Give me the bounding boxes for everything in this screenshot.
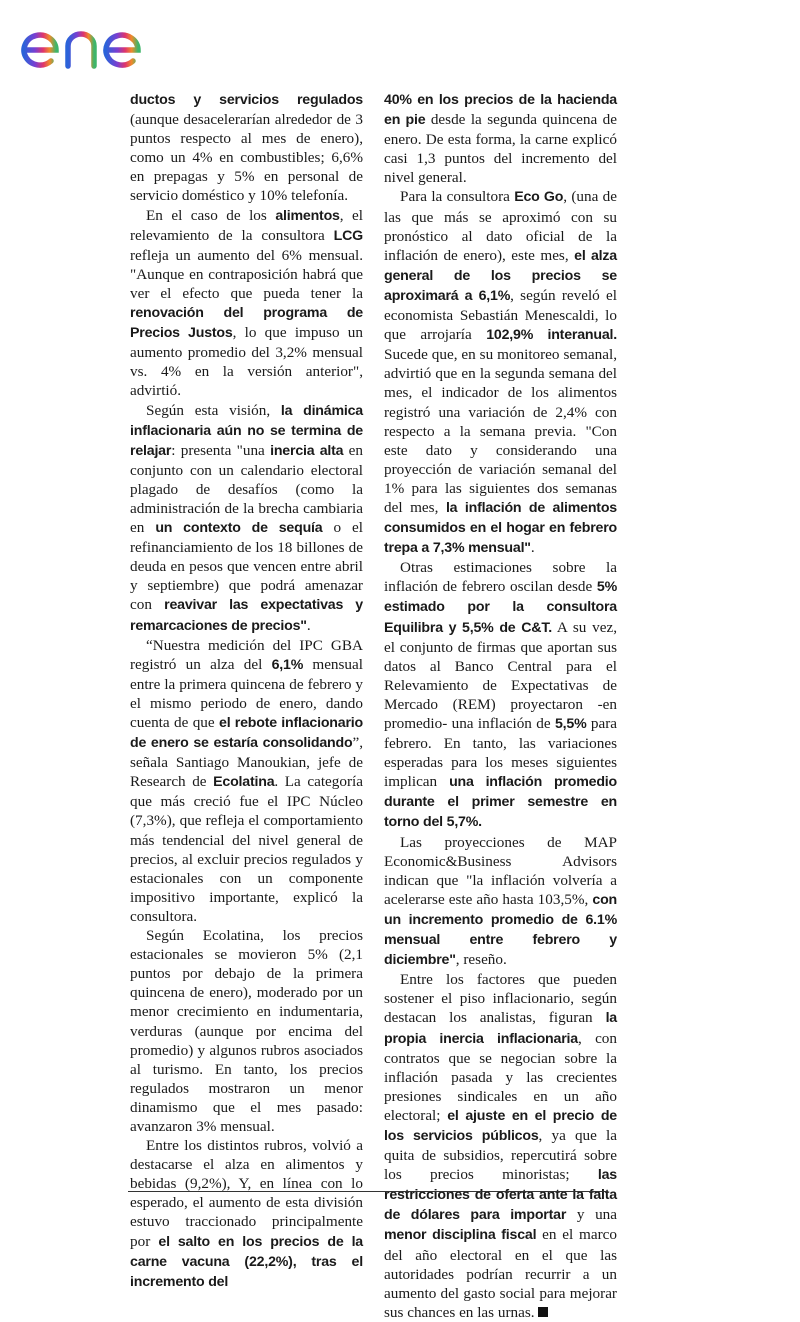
bold-text: la inflación de alimentos consumidos en el hogar en febrero trepa a 7,3% mensual" — [384, 499, 617, 557]
text-run: en el marco del año electoral en el que las autoridades podrían recurrir a un aumento del gasto social para mejorar sus chances en las urnas. — [384, 1226, 617, 1321]
text-run: Sucede que, en su monitoreo semanal, advirtió que en la segunda semana del mes, el indicador de los alimentos registró una variación de 2,4% con respecto a la semana previa. "Con este dato y considerando una proyección de variación semanal del 1% para las siguientes dos semanas del mes, — [384, 346, 617, 516]
text-run: : presenta "una — [171, 441, 271, 459]
bold-text: LCG — [333, 227, 363, 244]
end-of-article-mark — [538, 1307, 548, 1317]
article-paragraph — [384, 970, 617, 1322]
enel-logo — [18, 14, 178, 72]
article-paragraph — [384, 558, 617, 832]
bold-text: 6,1% — [271, 656, 304, 673]
article-paragraph — [130, 926, 363, 1136]
text-run: Entre los distintos rubros, volvió a destacarse el alza en alimentos y bebidas (9,2%), Y, en línea con lo esperado, el aumento de esta división estuvo traccionado principalmente por — [130, 1137, 363, 1250]
bold-text: el alza general de los precios se aproximará a 6,1% — [384, 247, 617, 304]
bold-text: el salto en los precios de la carne vacuna (22,2%), tras el incremento del — [130, 1233, 363, 1290]
bold-text: Ecolatina — [213, 774, 275, 791]
bold-text: el rebote inflacionario de enero se estaría consolidando — [130, 715, 363, 752]
bold-text: una inflación promedio durante el primer semestre en torno del 5,7%. — [384, 774, 617, 831]
bold-text: la propia inercia inflacionaria — [384, 1010, 617, 1047]
bold-text: la dinámica inflacionaria aún no se termina de relajar — [130, 402, 364, 459]
text-run: Según esta visión, — [146, 401, 281, 419]
text-run: Según Ecolatina, los precios estacionales se movieron 5% (2,1 puntos por debajo de la primera quincena de enero), moderado por un menor crecimiento en indumentaria, verduras (aunque por encima del promedio) y algunos rubros asociados al turismo. En tanto, los precios regulados mostraron un menor dinamismo que el mes pasado: avanzaron 3% mensual. — [130, 927, 363, 1135]
text-run: . La categoría que más creció fue el IPC Núcleo (7,3%), que refleja el comportamiento más tendencial del nivel general de precios, al excluir precios regulados y estacionales con un componente impositivo importante, explicó la consultora. — [130, 773, 363, 925]
text-run: , reseño. — [455, 951, 507, 969]
text-run: , con contratos que se negocian sobre la inflación pasada y las crecientes presiones sindicales en un año electoral; — [384, 1029, 617, 1124]
text-run: , según reveló el economista Sebastián Menescaldi, lo que arrojaría — [384, 286, 617, 344]
article-paragraph — [130, 206, 363, 401]
article-paragraph — [130, 636, 363, 926]
bold-text: 40% en los precios de la hacienda en pie — [384, 92, 617, 129]
text-run: . — [530, 539, 535, 557]
text-run: A su vez, el conjunto de firmas que aportan sus datos al Banco Central para el Relevamiento de Expectativas de Mercado (REM) proyectaron -en promedio- una inflación de — [384, 618, 617, 732]
text-run: o el refinanciamiento de los 18 billones de deuda en pesos que vencen entre abril y septiembre) que podrá amenazar con — [130, 519, 363, 614]
bottom-rule — [128, 1191, 608, 1192]
text-run: y una — [566, 1206, 617, 1224]
article-paragraph — [384, 187, 617, 558]
text-run: “Nuestra medición del IPC GBA registró un alza del — [130, 636, 363, 673]
bold-text: con un incremento promedio de 6.1% mensual entre febrero y diciembre" — [384, 891, 617, 969]
article-paragraph — [130, 1136, 363, 1292]
article-column-right — [384, 90, 617, 1322]
text-run: desde la segunda quincena de enero. De esta forma, la carne explicó casi 1,3 puntos del incremento del nivel general. — [384, 111, 617, 187]
bold-text: Eco Go — [514, 189, 564, 206]
text-run: refleja un aumento del 6% mensual. "Aunque en contraposición habrá que ver el efecto que pueda tener la — [130, 246, 363, 302]
text-run: ”, señala Santiago Manoukian, jefe de Research de — [130, 734, 363, 791]
text-run: . — [306, 616, 311, 634]
bold-text: ductos y servicios regulados — [130, 92, 363, 108]
bold-text: reavivar las expectativas y remarcaciones de precios" — [130, 597, 364, 634]
article-paragraph — [130, 90, 363, 206]
bold-text: renovación del programa de Precios Justos — [130, 305, 363, 342]
text-run: Las proyecciones de MAP Economic&Business Advisors indican que "la inflación volvería a acelerarse este año hasta 103,5%, — [384, 833, 617, 908]
article-paragraph — [130, 401, 363, 636]
text-run: , ya que la quita de subsidios, repercutirá sobre los precios minoristas; — [384, 1126, 617, 1184]
bold-text: un contexto de sequía — [155, 520, 323, 537]
bold-text: alimentos — [275, 207, 340, 224]
text-run: para febrero. En tanto, las variaciones esperadas para los meses siguientes implican — [384, 715, 617, 791]
article-paragraph — [384, 90, 617, 187]
bold-text: inercia alta — [270, 442, 344, 459]
bold-text: 102,9% interanual. — [486, 327, 618, 344]
bold-text: el ajuste en el precio de los servicios públicos — [384, 1107, 617, 1144]
text-run: en conjunto con un calendario electoral plagado de desafíos (como la administración de la brecha cambiaria en — [130, 441, 363, 537]
article-column-left — [130, 90, 363, 1292]
text-run: , lo que impuso un aumento promedio del 3,2% mensual vs. 4% en la versión anterior", advirtió. — [130, 324, 363, 400]
bold-text: las restricciones de oferta ante la falta de dólares para importar — [384, 1167, 617, 1224]
text-run: Para la consultora — [400, 188, 515, 206]
article-paragraph — [384, 833, 617, 971]
bold-text: menor disciplina fiscal — [384, 1227, 537, 1244]
text-run: Otras estimaciones sobre la inflación de febrero oscilan desde — [384, 559, 617, 596]
bold-text: 5,5% — [554, 716, 587, 732]
text-run: , (una de las que más se aproximó con su pronóstico al dato oficial de la inflación de enero), este mes, — [384, 188, 617, 264]
text-run: (aunque desacelerarían alrededor de 3 puntos respecto al mes de enero), como un 4% en combustibles; 6,6% en prepagas y 5% en personal de servicio doméstico y 10% telefonía. — [130, 111, 363, 205]
bold-text: 5% estimado por la consultora Equilibra y 5,5% de C&T. — [384, 579, 617, 636]
text-run: , el relevamiento de la consultora — [130, 206, 363, 244]
text-run: Entre los factores que pueden sostener el piso inflacionario, según destacan los analistas, figuran — [384, 971, 617, 1027]
text-run: En el caso de los — [146, 206, 276, 224]
text-run: mensual entre la primera quincena de febrero y el mismo periodo de enero, dando cuenta de que — [130, 655, 363, 731]
